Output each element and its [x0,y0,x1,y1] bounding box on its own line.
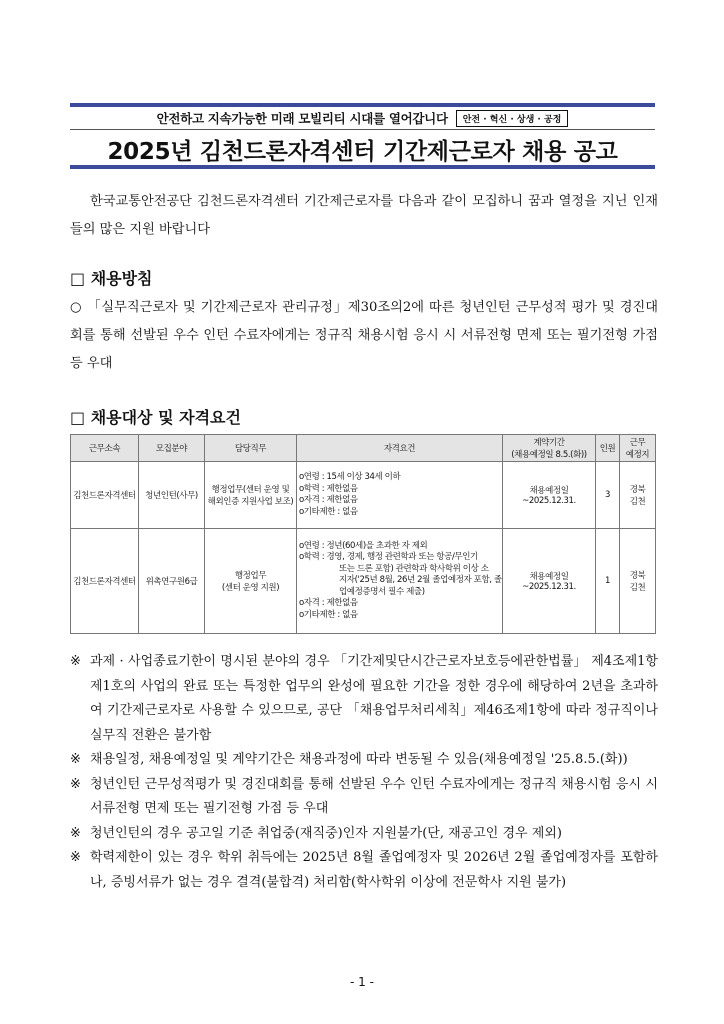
values-badge: 안전 · 혁신 · 상생 · 공정 [456,110,569,127]
cell-duty: 행정업무(센터 운영 및 해외인증 지원사업 보조) [205,462,297,529]
cell-count: 1 [596,529,620,634]
cell-field: 청년인턴(사무) [139,462,205,529]
policy-paragraph: ○ 「실무직근로자 및 기간제근로자 관리규정」제30조의2에 따른 청년인턴 근무성적 평가 및 경진대회를 통해 선발된 우수 인턴 수료자에게는 정규직 채용시험 응시 시 서류전형 면제 또는 필기전형 가점 등 우대 [70,300,658,371]
section-heading-requirements: □ 채용대상 및 자격요건 [70,408,241,427]
page-title: 2025년 김천드론자격센터 기간제근로자 채용 공고 [107,139,618,165]
list-item: ※ 과제 · 사업종료기한이 명시된 분야의 경우 「기간제및단시간근로자보호등에관한법률」 제4조제1항제1호의 사업의 완료 또는 특정한 업무의 완성에 필요한 기간을 정한 경우에 해당하여 2년을 초과하여 기간제근로자로 사용할 수 있으므로, 공단 「채용업무처리세칙」제46조제1항에 따라 정규직이나 실무직 전환은 불가함 [70,654,658,743]
table-row [71,529,656,634]
table-header-row [71,435,656,462]
slogan-row [70,108,655,128]
col-count: 인원 [596,435,620,462]
recruitment-table [70,434,656,634]
section-heading-policy: □ 채용방침 [70,269,153,288]
col-period: 계약기간 (채용예정일 8.5.(화)) [503,435,596,462]
col-requirements: 자격요건 [297,435,503,462]
cell-requirements: o연령 : 15세 이상 34세 이하 o학력 : 제한없음 o자격 : 제한없음 o기타제한 : 없음 [297,462,503,529]
col-unit: 근무소속 [71,435,139,462]
cell-field: 위촉연구원6급 [139,529,205,634]
list-item: ※ 청년인턴 근무성적평가 및 경진대회를 통해 선발된 우수 인턴 수료자에게는 정규직 채용시험 응시 시 서류전형 면제 또는 필기전형 가점 등 우대 [70,776,658,816]
cell-location: 경북 김천 [620,529,656,634]
cell-requirements: o연령 : 정년(60세)을 초과한 자 제외 o학력 : 경영, 경제, 행정 관련학과 또는 항공/무인기 또는 드론 포함) 관련학과 학사학위 이상 소 지자('25년 8월, 26년 2월 졸업예정자 포함, 졸 업예정증명서 필수 제출) o자격 : 제한없음 o기타제한 : 없음 [297,529,503,634]
slogan-text: 안전하고 지속가능한 미래 모빌리티 시대를 열어갑니다 [156,111,448,126]
header-bottom-bar [70,165,655,169]
cell-unit: 김천드론자격센터 [71,529,139,634]
list-item: ※ 청년인턴의 경우 공고일 기준 취업중(재직중)인자 지원불가(단, 재공고인 경우 제외) [70,825,562,841]
cell-period: 채용예정일~2025.12.31. [503,462,596,529]
notes-list [70,650,658,895]
page-number: - 1 - [350,975,374,989]
col-field: 모집분야 [139,435,205,462]
cell-count: 3 [596,462,620,529]
header-divider [70,129,655,130]
list-item: ※ 채용일정, 채용예정일 및 계약기간은 채용과정에 따라 변동될 수 있음(채용예정일 '25.8.5.(화)) [70,752,628,767]
cell-unit: 김천드론자격센터 [71,462,139,529]
col-location: 근무 예정지 [620,435,656,462]
cell-period: 채용예정일~2025.12.31. [503,529,596,634]
cell-duty: 행정업무 (센터 운영 지원) [205,529,297,634]
intro-paragraph: 한국교통안전공단 김천드론자격센터 기간제근로자를 다음과 같이 모집하니 꿈과 열정을 지닌 인재들의 많은 지원 바랍니다 [70,194,658,237]
table-row [71,462,656,529]
col-duty: 담당직무 [205,435,297,462]
list-item: ※ 학력제한이 있는 경우 학위 취득에는 2025년 8월 졸업예정자 및 2026년 2월 졸업예정자를 포함하나, 증빙서류가 없는 경우 결격(불합격) 처리함(학사학위 이상에 전문학사 지원 불가) [70,850,658,890]
header-top-bar [70,103,655,107]
cell-location: 경북 김천 [620,462,656,529]
